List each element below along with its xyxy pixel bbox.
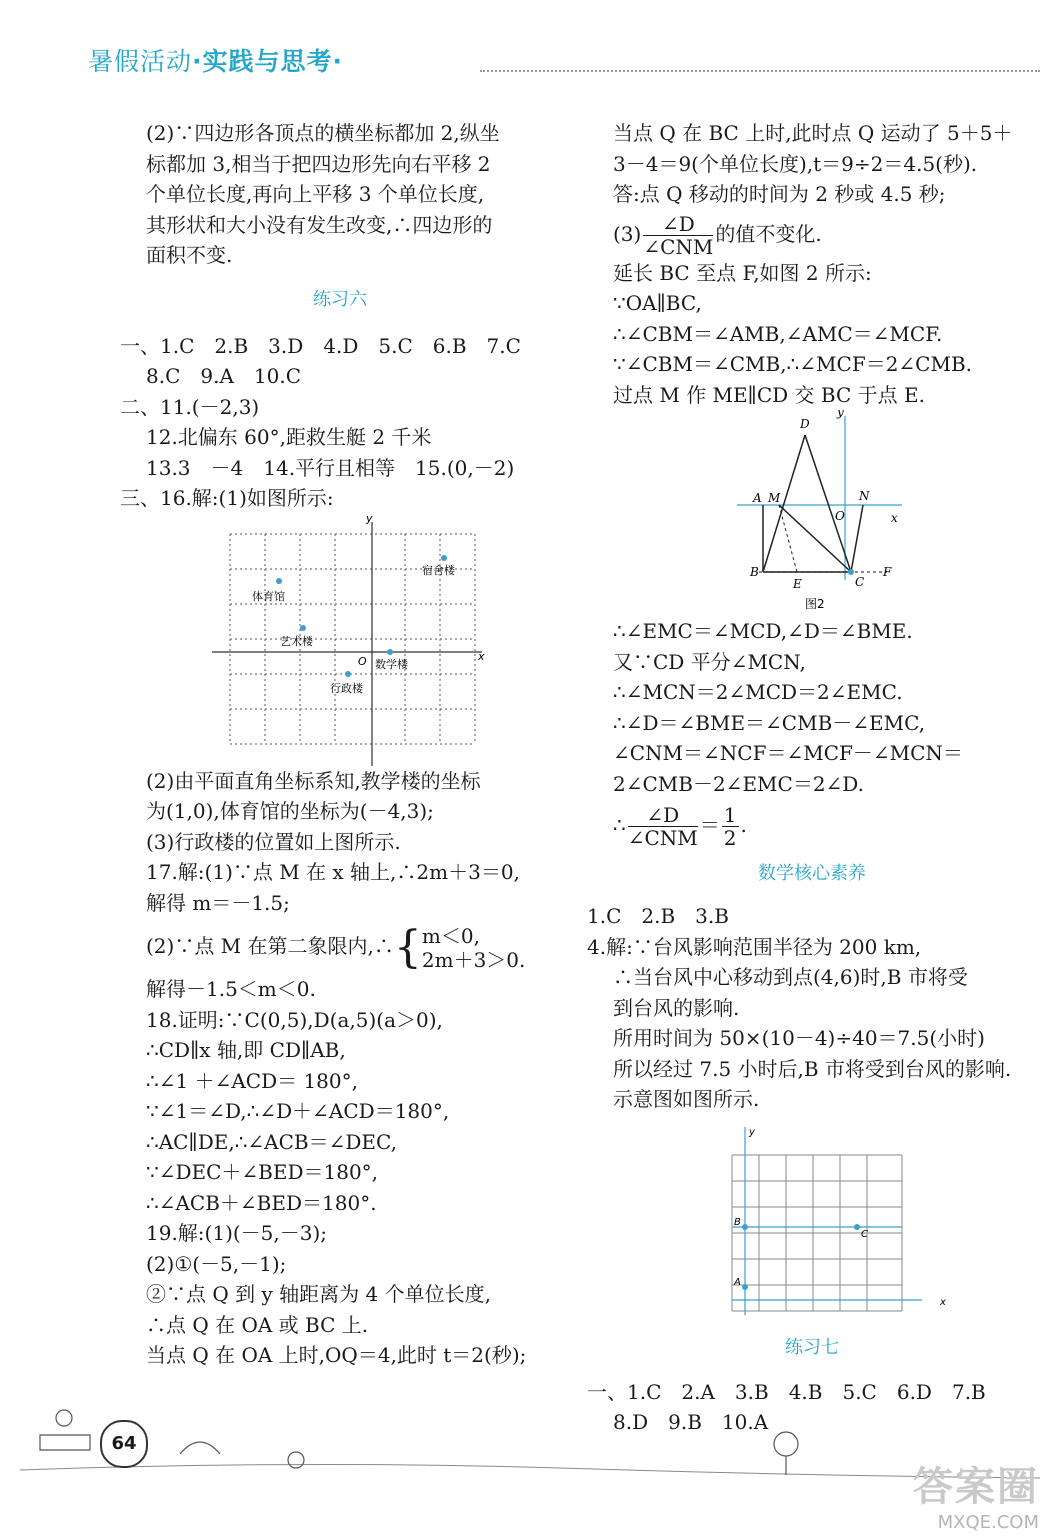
inequality: m＜0, bbox=[421, 923, 480, 948]
point-label: F bbox=[883, 565, 892, 579]
brace-icon: { bbox=[393, 921, 422, 973]
text-line: ∴∠EMC＝∠MCD,∠D＝∠BME. bbox=[613, 619, 913, 643]
fraction-denominator: 2 bbox=[723, 826, 737, 850]
text-line: 19.解:(1)(－5,－3); bbox=[146, 1221, 328, 1245]
footer-decoration bbox=[0, 1390, 1059, 1536]
y-axis-label: y bbox=[366, 513, 373, 525]
map-label: 数学楼 bbox=[375, 657, 408, 671]
fraction bbox=[722, 804, 739, 849]
header-main: 暑假活动 bbox=[88, 47, 193, 76]
coordinate-grid-figure bbox=[120, 514, 560, 766]
map-label: 宿舍楼 bbox=[422, 563, 455, 577]
answer-line: 13.3 －4 14.平行且相等 15.(0,－2) bbox=[146, 455, 515, 480]
section-title: 练习六 bbox=[313, 288, 367, 310]
text-line: ∴∠1 ＋∠ACD＝ 180°, bbox=[146, 1068, 358, 1093]
page-number: 64 bbox=[100, 1420, 148, 1468]
text-line: ∴AC∥DE,∴∠ACB＝∠DEC, bbox=[146, 1129, 397, 1154]
typhoon-grid-figure bbox=[587, 1115, 1037, 1325]
section-title: 数学核心素养 bbox=[758, 863, 866, 884]
geometry-figure-2 bbox=[587, 410, 1037, 616]
text-line: ∴∠MCN＝2∠MCD＝2∠EMC. bbox=[613, 680, 903, 704]
axis-label: x bbox=[891, 511, 898, 525]
text-line: (2)∵点 M 在第二象限内,∴ bbox=[146, 934, 394, 958]
watermark-url: MXQE.COM bbox=[937, 1512, 1039, 1533]
text-line: ∴当台风中心移动到点(4,6)时,B 市将受 bbox=[613, 965, 968, 989]
text-line: 为(1,0),体育馆的坐标为(－4,3); bbox=[146, 799, 434, 823]
text-line: (2)∵四边形各顶点的横坐标都加 2,纵坐 bbox=[146, 121, 500, 145]
inequality-system bbox=[422, 924, 526, 972]
inequality-system-line bbox=[120, 918, 560, 974]
header-title bbox=[88, 42, 343, 78]
text-line: 当点 Q 在 OA 上时,OQ＝4,此时 t＝2(秒); bbox=[146, 1343, 527, 1367]
text-line: ∵∠CBM＝∠CMB,∴∠MCF＝2∠CMB. bbox=[613, 352, 973, 376]
text-line: (2)①(－5,－1); bbox=[146, 1251, 287, 1276]
text-line: 3－4＝9(个单位长度),t＝9÷2＝4.5(秒). bbox=[613, 151, 978, 176]
text-line: ∴点 Q 在 OA 或 BC 上. bbox=[146, 1312, 369, 1337]
point-label: D bbox=[800, 417, 810, 431]
text-line: ∴CD∥x 轴,即 CD∥AB, bbox=[146, 1038, 346, 1062]
fraction-numerator: ∠D bbox=[643, 213, 713, 236]
answer-line: 8.C 9.A 10.C bbox=[146, 364, 302, 388]
text-line: ∴∠D＝∠BME＝∠CMB－∠EMC, bbox=[613, 710, 926, 735]
fraction bbox=[643, 213, 713, 258]
text-line: (3)行政楼的位置如上图所示. bbox=[146, 829, 401, 854]
map-label: 艺术楼 bbox=[280, 634, 313, 648]
text-line: 解得－1.5＜m＜0. bbox=[146, 977, 316, 1001]
text-line: ＝ bbox=[699, 813, 720, 837]
typhoon-grid-svg bbox=[587, 1115, 1037, 1325]
point-label: M bbox=[768, 491, 781, 505]
header-divider bbox=[480, 70, 1040, 72]
text-line: ∴∠ACB＋∠BED＝180°. bbox=[146, 1190, 377, 1215]
text-line: ∴ bbox=[613, 813, 626, 837]
section-title: 练习七 bbox=[785, 1336, 839, 1358]
text-line: ②∵点 Q 到 y 轴距离为 4 个单位长度, bbox=[146, 1282, 491, 1306]
inequality: 2m＋3＞0. bbox=[421, 947, 526, 972]
text-line: 面积不变. bbox=[146, 243, 233, 267]
fraction-denominator: ∠CNM bbox=[643, 234, 714, 259]
text-line: 17.解:(1)∵点 M 在 x 轴上,∴2m＋3＝0, bbox=[146, 860, 520, 884]
text-line: ∵∠1＝∠D,∴∠D＋∠ACD＝180°, bbox=[146, 1099, 450, 1123]
answer-line: 二、11.(－2,3) bbox=[120, 394, 260, 419]
point-label: A bbox=[753, 491, 762, 505]
axis-label: x bbox=[940, 1296, 946, 1308]
text-line: 示意图如图所示. bbox=[613, 1087, 760, 1111]
x-axis-label: x bbox=[478, 649, 485, 663]
text-line: 标都加 3,相当于把四边形先向右平移 2 bbox=[146, 151, 491, 176]
point-label: B bbox=[734, 1216, 741, 1228]
text-line: (2)由平面直角坐标系知,教学楼的坐标 bbox=[146, 768, 481, 793]
point-label: C bbox=[861, 1228, 868, 1240]
answer-line: 1.C 2.B 3.B bbox=[587, 904, 729, 928]
text-line: 过点 M 作 ME∥CD 交 BC 于点 E. bbox=[613, 382, 925, 407]
text-line: 到台风的影响. bbox=[613, 995, 740, 1020]
answer-line: 三、16.解:(1)如图所示: bbox=[120, 486, 334, 510]
text-line: 又∵CD 平分∠MCN, bbox=[613, 649, 806, 674]
text-line: . bbox=[740, 813, 747, 837]
text-line: 4.解:∵台风影响范围半径为 200 km, bbox=[587, 934, 922, 959]
text-line: ∴∠CBM＝∠AMB,∠AMC＝∠MCF. bbox=[613, 321, 943, 346]
text-line: 的值不变化. bbox=[715, 221, 822, 246]
point-label: A bbox=[734, 1276, 741, 1288]
watermark bbox=[913, 1455, 1039, 1533]
fraction bbox=[628, 804, 698, 849]
answer-line: 12.北偏东 60°,距救生艇 2 千米 bbox=[146, 425, 432, 449]
text-line: ∵∠DEC＋∠BED＝180°, bbox=[146, 1160, 379, 1184]
text-line: 2∠CMB－2∠EMC＝2∠D. bbox=[613, 771, 864, 796]
map-label: 体育馆 bbox=[252, 589, 285, 603]
text-line: 所以经过 7.5 小时后,B 市将受到台风的影响. bbox=[613, 1056, 1012, 1081]
answer-line: 8.D 9.B 10.A bbox=[613, 1410, 769, 1434]
origin-label: O bbox=[358, 654, 367, 668]
axis-label: y bbox=[837, 410, 844, 419]
text-line: ∠CNM＝∠NCF＝∠MCF－∠MCN＝ bbox=[613, 741, 963, 765]
text-line: 个单位长度,再向上平移 3 个单位长度, bbox=[146, 182, 485, 206]
axis-label: y bbox=[749, 1126, 755, 1138]
fraction-denominator: ∠CNM bbox=[627, 826, 698, 850]
fraction-line bbox=[587, 210, 1037, 258]
text-line: 答:点 Q 移动的时间为 2 秒或 4.5 秒; bbox=[613, 182, 946, 206]
fraction-line bbox=[587, 799, 1037, 851]
text-line: ∵OA∥BC, bbox=[613, 291, 702, 315]
geometry-svg bbox=[587, 410, 1037, 616]
text-line: 所用时间为 50×(10－4)÷40＝7.5(小时) bbox=[613, 1026, 985, 1050]
fraction-numerator: 1 bbox=[723, 803, 737, 827]
text-line: 延长 BC 至点 F,如图 2 所示: bbox=[613, 260, 872, 285]
point-label: B bbox=[750, 565, 759, 579]
point-label: E bbox=[793, 577, 802, 591]
grid-map-svg bbox=[120, 514, 560, 766]
text-line: 其形状和大小没有发生改变,∴四边形的 bbox=[146, 212, 493, 237]
fraction-numerator: ∠D bbox=[628, 804, 698, 827]
text-line: 当点 Q 在 BC 上时,此时点 Q 运动了 5＋5＋ bbox=[613, 121, 1013, 145]
watermark-text: 答案圈 bbox=[913, 1464, 1039, 1510]
figure-caption: 图2 bbox=[805, 597, 825, 611]
map-label: 行政楼 bbox=[330, 681, 363, 695]
point-label: C bbox=[855, 575, 865, 589]
text-line: (3) bbox=[613, 221, 642, 246]
header-subtitle: ·实践与思考· bbox=[192, 47, 344, 76]
point-label: O bbox=[835, 509, 845, 523]
right-column bbox=[587, 118, 1037, 1438]
text-line: 解得 m＝－1.5; bbox=[146, 890, 290, 915]
point-label: N bbox=[859, 489, 870, 503]
text-line: 18.证明:∵C(0,5),D(a,5)(a＞0), bbox=[146, 1007, 443, 1032]
answer-line: 一、1.C 2.B 3.D 4.D 5.C 6.B 7.C bbox=[120, 333, 521, 358]
answer-line: 一、1.C 2.A 3.B 4.B 5.C 6.D 7.B bbox=[587, 1379, 986, 1404]
left-column bbox=[120, 118, 560, 1371]
